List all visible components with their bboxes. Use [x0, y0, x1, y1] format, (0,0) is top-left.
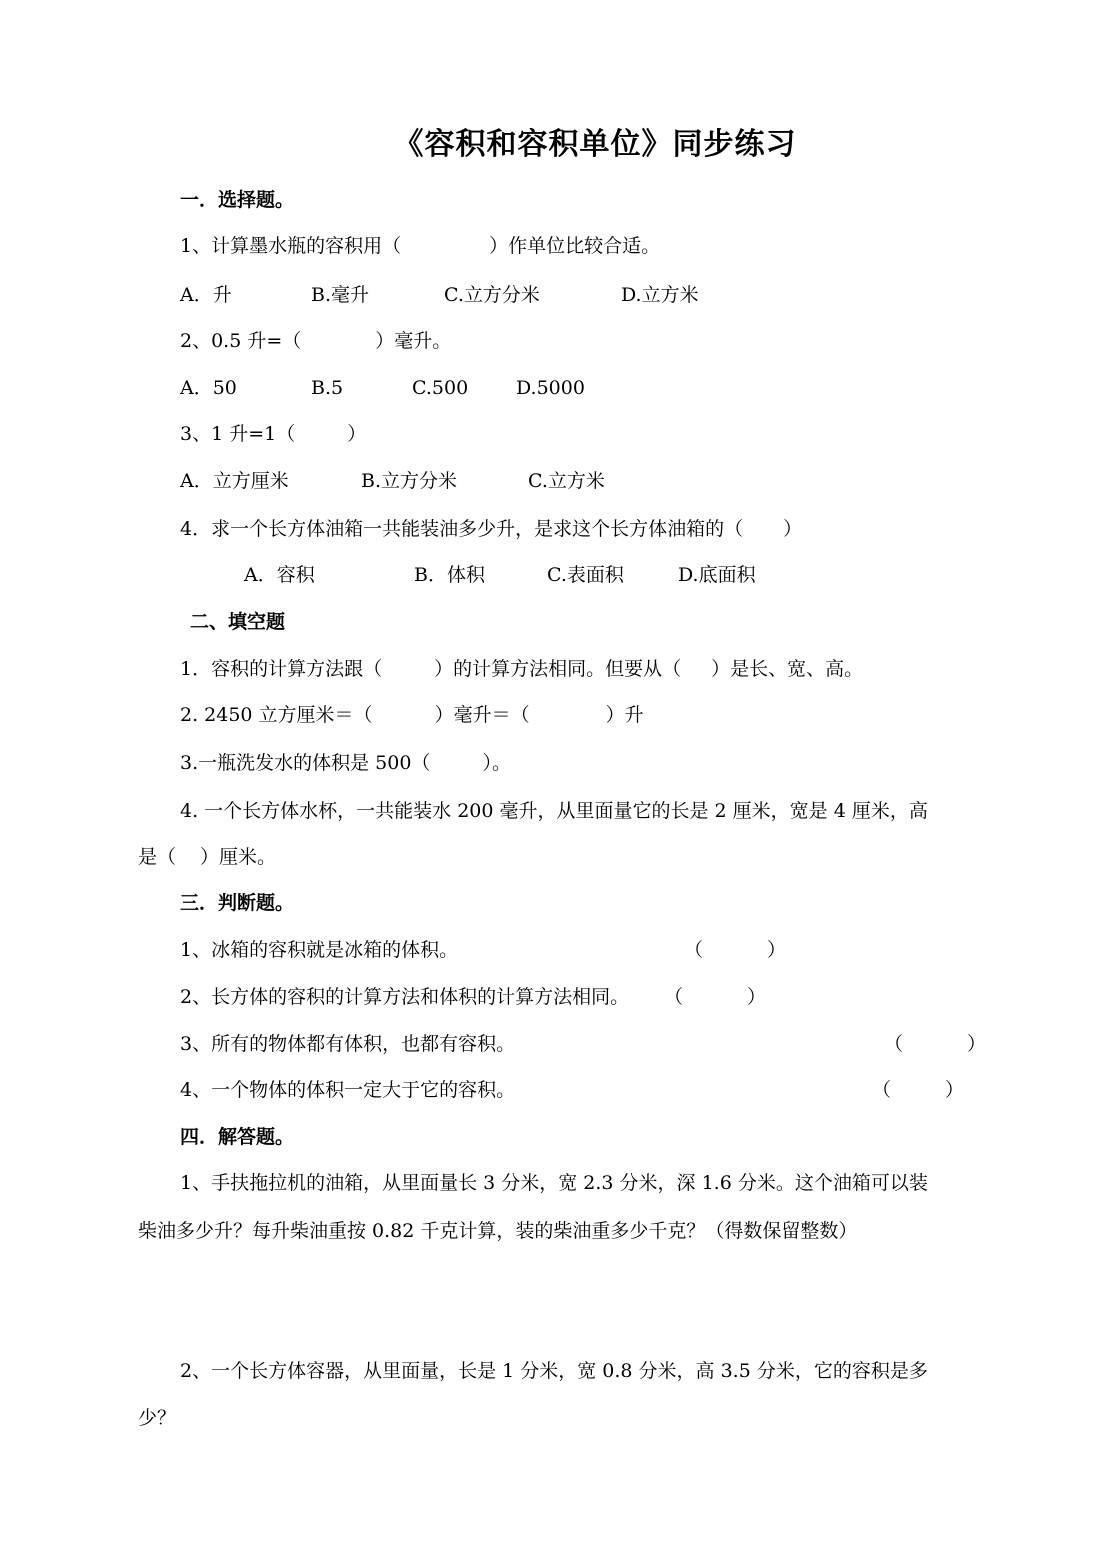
question-1-3 — [180, 420, 366, 448]
judge-item-3: 3、所有的物体都有体积，也都有容积。 — [180, 1033, 516, 1055]
question-2-4-line1: 4. 一个长方体水杯，一共能装水 200 毫升，从里面量它的长是 2 厘米，宽是 4 厘米，高 — [180, 800, 928, 822]
question-text: ）升 — [605, 704, 644, 726]
question-1-4 — [180, 515, 802, 543]
option-b[interactable]: B．体积 — [414, 564, 485, 586]
question-text: ）毫升。 — [375, 330, 452, 352]
option-a[interactable]: A．升 — [180, 284, 232, 306]
section-heading-fill: 二、填空题 — [190, 611, 286, 633]
question-1-2 — [180, 327, 451, 355]
option-b[interactable]: B.5 — [311, 377, 344, 399]
question-text: ） — [347, 423, 367, 445]
option-a[interactable]: A．容积 — [244, 564, 315, 586]
option-d[interactable]: D.5000 — [516, 377, 585, 399]
option-a[interactable]: A．50 — [180, 377, 237, 399]
question-2-3 — [180, 749, 511, 777]
solve-question-2-line1: 2、一个长方体容器，从里面量，长是 1 分米，宽 0.8 分米，高 3.5 分米，它的容积是多 — [180, 1360, 928, 1382]
solve-question-2-line2: 少？ — [138, 1407, 177, 1429]
question-2-4-line2 — [138, 843, 276, 871]
option-a[interactable]: A．立方厘米 — [180, 470, 289, 492]
question-2-2 — [180, 701, 644, 729]
option-d[interactable]: D.立方米 — [621, 284, 699, 306]
judge-item-1: 1、冰箱的容积就是冰箱的体积。 — [180, 939, 459, 961]
question-text: ）是长、宽、高。 — [711, 658, 864, 680]
question-text: 4．求一个长方体油箱一共能装油多少升，是求这个长方体油箱的（ — [180, 518, 744, 540]
option-c[interactable]: C.立方米 — [528, 470, 605, 492]
option-b[interactable]: B.立方分米 — [361, 470, 458, 492]
judge-answer-1[interactable]: （ ） — [684, 939, 787, 961]
question-text: 2. 2450 立方厘米＝（ — [180, 704, 373, 726]
question-text: 2、0.5 升=（ — [180, 330, 302, 352]
judge-item-4: 4、一个物体的体积一定大于它的容积。 — [180, 1079, 516, 1101]
option-d[interactable]: D.底面积 — [678, 564, 756, 586]
option-c[interactable]: C.500 — [412, 377, 469, 399]
question-text: ）作单位比较合适。 — [489, 235, 661, 257]
question-text: ）毫升＝（ — [434, 704, 530, 726]
section-heading-solve: 四．解答题。 — [180, 1126, 295, 1148]
question-text: 1．容积的计算方法跟（ — [180, 658, 383, 680]
solve-question-1-line1: 1、手扶拖拉机的油箱，从里面量长 3 分米，宽 2.3 分米，深 1.6 分米。这个油箱可以装 — [180, 1172, 928, 1194]
question-2-1 — [180, 655, 863, 683]
page-title: 《容积和容积单位》同步练习 — [393, 127, 797, 162]
question-text: 3.一瓶洗发水的体积是 500（ — [180, 752, 431, 774]
option-b[interactable]: B.毫升 — [311, 284, 370, 306]
solve-question-1-line2: 柴油多少升？每升柴油重按 0.82 千克计算，装的柴油重多少千克？（得数保留整数） — [138, 1220, 858, 1242]
section-heading-judge: 三．判断题。 — [180, 892, 295, 914]
judge-answer-3[interactable]: （ ） — [884, 1033, 987, 1055]
question-text: 1、计算墨水瓶的容积用（ — [180, 235, 402, 257]
question-text: ） — [783, 518, 803, 540]
question-text: 3、1 升=1（ — [180, 423, 296, 445]
question-text: ）的计算方法相同。但要从（ — [434, 658, 682, 680]
option-c[interactable]: C.表面积 — [547, 564, 624, 586]
question-text: ）厘米。 — [200, 846, 277, 868]
judge-answer-2[interactable]: （ ） — [664, 986, 767, 1008]
question-1-1 — [180, 232, 660, 260]
judge-item-2: 2、长方体的容积的计算方法和体积的计算方法相同。 — [180, 986, 630, 1008]
question-text: ）。 — [482, 752, 511, 774]
section-heading-choice: 一．选择题。 — [180, 189, 295, 211]
question-text: 是（ — [138, 846, 177, 868]
judge-answer-4[interactable]: （ ） — [872, 1079, 965, 1101]
option-c[interactable]: C.立方分米 — [444, 284, 540, 306]
